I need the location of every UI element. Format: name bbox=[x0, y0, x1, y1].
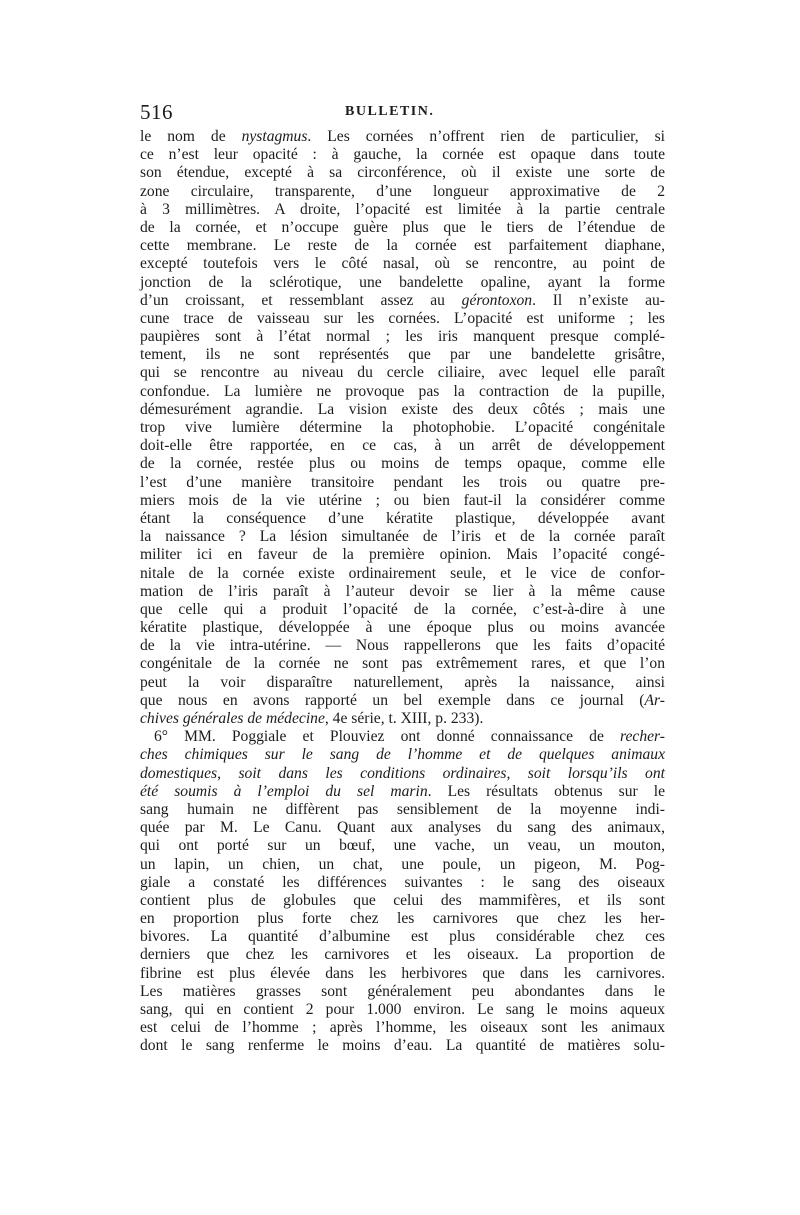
text-line bbox=[140, 619, 665, 637]
italic-text: ches chimiques sur le sang de l’homme et de quelques animaux bbox=[140, 746, 665, 764]
text-run: contient plus de globules que celui des mammifères, et ils sont bbox=[140, 891, 665, 909]
text-line bbox=[140, 746, 665, 764]
text-line bbox=[140, 655, 665, 673]
text-line bbox=[140, 274, 665, 292]
text-run: militer ici en faveur de la première opinion. Mais l’opacité congé- bbox=[140, 546, 665, 564]
text-run: nitale de la cornée existe ordinairement seule, et le vice de confor- bbox=[140, 564, 665, 582]
text-line bbox=[140, 437, 665, 455]
text-run: . Il n’existe au- bbox=[532, 291, 665, 309]
italic-text: Ar- bbox=[644, 691, 665, 709]
text-run: de la vie intra-utérine. — Nous rappellerons que les faits d’opacité bbox=[140, 637, 665, 655]
text-line bbox=[140, 874, 665, 892]
text-line bbox=[140, 328, 665, 346]
text-run: 6° MM. Poggiale et Plouviez ont donné connaissance de bbox=[154, 728, 620, 746]
text-run: étant la conséquence d’une kératite plastique, développée avant bbox=[140, 509, 665, 527]
text-line bbox=[140, 492, 665, 510]
text-run: jonction de la sclérotique, une bandelette opaline, ayant la forme bbox=[140, 273, 665, 291]
text-run: sang humain ne diffèrent pas sensiblement de la moyenne indi- bbox=[140, 800, 665, 818]
text-run: ce n’est leur opacité : à gauche, la cornée est opaque dans toute bbox=[140, 146, 665, 164]
text-line bbox=[140, 674, 665, 692]
text-run: un lapin, un chien, un chat, une poule, un pigeon, M. Pog- bbox=[140, 855, 665, 873]
text-line bbox=[140, 146, 665, 164]
text-line bbox=[140, 565, 665, 583]
text-line bbox=[140, 455, 665, 473]
text-run: l’est d’une manière transitoire pendant les trois ou quatre pre- bbox=[140, 473, 665, 491]
text-run: qui ont porté sur un bœuf, une vache, un veau, un mouton, bbox=[140, 837, 665, 855]
text-run: à 3 millimètres. A droite, l’opacité est limitée à la partie centrale bbox=[140, 200, 665, 218]
text-run: quée par M. Le Canu. Quant aux analyses du sang des animaux, bbox=[140, 819, 665, 837]
text-run: peut la voir disparaître naturellement, après la naissance, ainsi bbox=[140, 673, 665, 691]
text-line bbox=[140, 474, 665, 492]
text-run: que celle qui a produit l’opacité de la cornée, c’est-à-dire à une bbox=[140, 600, 665, 618]
text-line bbox=[140, 201, 665, 219]
text-line bbox=[140, 583, 665, 601]
text-line bbox=[140, 910, 665, 928]
text-line bbox=[140, 983, 665, 1001]
text-run: démesurément agrandie. La vision existe des deux côtés ; mais une bbox=[140, 400, 665, 418]
text-run: cune trace de vaisseau sur les cornées. L’opacité est uniforme ; les bbox=[140, 309, 665, 327]
text-run: de la cornée, et n’occupe guère plus que le tiers de l’étendue de bbox=[140, 218, 665, 236]
text-run: congénitale de la cornée ne sont pas extrêmement rares, et que l’on bbox=[140, 655, 665, 673]
text-run: le nom de bbox=[140, 128, 242, 145]
text-line bbox=[140, 946, 665, 964]
page-number: 516 bbox=[140, 100, 173, 124]
italic-text: nystagmus bbox=[241, 128, 308, 145]
text-line bbox=[140, 310, 665, 328]
text-line bbox=[140, 383, 665, 401]
text-line bbox=[140, 765, 665, 783]
text-run: derniers que chez les carnivores et les oiseaux. La proportion de bbox=[140, 946, 665, 964]
italic-text: gérontoxon bbox=[461, 291, 533, 309]
text-line bbox=[140, 801, 665, 819]
text-line bbox=[140, 401, 665, 419]
text-line bbox=[140, 837, 665, 855]
text-run: son étendue, excepté à sa circonférence, où il existe une sorte de bbox=[140, 164, 665, 182]
text-run: tement, ils ne sont représentés que par une bandelette grisâtre, bbox=[140, 346, 665, 364]
text-run: . Les cornées n’offrent rien de particulier, si bbox=[307, 128, 666, 145]
text-run: Les matières grasses sont généralement peu abondantes dans le bbox=[140, 982, 665, 1000]
text-run: zone circulaire, transparente, d’une longueur approximative de 2 bbox=[140, 182, 665, 200]
italic-text: chives générales de médecine bbox=[140, 710, 325, 727]
text-line bbox=[140, 928, 665, 946]
text-line bbox=[140, 528, 665, 546]
text-run: bivores. La quantité d’albumine est plus considérable chez ces bbox=[140, 928, 665, 946]
text-line bbox=[140, 237, 665, 255]
text-line bbox=[140, 965, 665, 983]
text-run: paupières sont à l’état normal ; les iris manquent presque complé- bbox=[140, 328, 665, 346]
text-line bbox=[140, 346, 665, 364]
text-run: dont le sang renferme le moins d’eau. La quantité de matières solu- bbox=[140, 1037, 665, 1055]
text-run: giale a constaté les différences suivantes : le sang des oiseaux bbox=[140, 873, 665, 891]
text-run: mation de l’iris paraît à l’auteur devoir se lier à la même cause bbox=[140, 582, 665, 600]
text-line bbox=[140, 183, 665, 201]
text-line bbox=[140, 510, 665, 528]
text-line bbox=[140, 819, 665, 837]
text-line bbox=[140, 546, 665, 564]
text-line bbox=[140, 728, 665, 746]
text-run: fibrine est plus élevée dans les herbivores que dans les carnivores. bbox=[140, 964, 665, 982]
text-run: trop vive lumière détermine la photophobie. L’opacité congénitale bbox=[140, 419, 665, 436]
text-line bbox=[140, 364, 665, 382]
text-line bbox=[140, 292, 665, 310]
text-run: la naissance ? La lésion simultanée de l’iris et de la cornée paraît bbox=[140, 528, 665, 546]
page-header bbox=[140, 100, 665, 126]
text-line bbox=[140, 1037, 665, 1055]
text-run: que nous en avons rapporté un bel exemple dans ce journal ( bbox=[140, 691, 645, 709]
text-run: de la cornée, restée plus ou moins de temps opaque, comme elle bbox=[140, 455, 665, 473]
text-run: kératite plastique, développée à une époque plus ou moins avancée bbox=[140, 619, 665, 637]
text-run: qui se rencontre au niveau du cercle ciliaire, avec lequel elle paraît bbox=[140, 364, 665, 382]
text-line bbox=[140, 856, 665, 874]
text-line bbox=[140, 783, 665, 801]
text-run: cette membrane. Le reste de la cornée est parfaitement diaphane, bbox=[140, 237, 665, 255]
italic-text: domestiques, soit dans les conditions ordinaires, soit lorsqu’ils ont bbox=[140, 764, 665, 782]
running-head: BULLETIN. bbox=[345, 104, 435, 119]
text-run: , 4e série, t. XIII, p. 233). bbox=[324, 710, 484, 727]
text-line bbox=[140, 164, 665, 182]
text-run: doit-elle être rapportée, en ce cas, à un arrêt de développement bbox=[140, 437, 665, 455]
text-line bbox=[140, 1019, 665, 1037]
text-line bbox=[140, 710, 665, 728]
text-line bbox=[140, 128, 665, 146]
text-line bbox=[140, 637, 665, 655]
text-line bbox=[140, 255, 665, 273]
text-line bbox=[140, 601, 665, 619]
text-run: excepté toutefois vers le côté nasal, où se rencontre, au point de bbox=[140, 255, 665, 273]
text-run: miers mois de la vie utérine ; ou bien faut-il la considérer comme bbox=[140, 491, 665, 509]
text-line bbox=[140, 1001, 665, 1019]
italic-text: été soumis à l’emploi du sel marin bbox=[140, 782, 428, 800]
text-run: sang, qui en contient 2 pour 1.000 environ. Le sang le moins aqueux bbox=[140, 1001, 665, 1018]
italic-text: recher- bbox=[620, 728, 665, 746]
text-line bbox=[140, 219, 665, 237]
text-line bbox=[140, 419, 665, 437]
text-run: en proportion plus forte chez les carnivores que chez les her- bbox=[140, 910, 665, 928]
body-text bbox=[140, 128, 665, 1056]
text-run: . Les résultats obtenus sur le bbox=[427, 782, 666, 800]
text-run: confondue. La lumière ne provoque pas la contraction de la pupille, bbox=[140, 382, 665, 400]
text-run: d’un croissant, et ressemblant assez au bbox=[140, 291, 462, 309]
text-run: est celui de l’homme ; après l’homme, les oiseaux sont les animaux bbox=[140, 1019, 665, 1037]
text-line bbox=[140, 692, 665, 710]
text-line bbox=[140, 892, 665, 910]
